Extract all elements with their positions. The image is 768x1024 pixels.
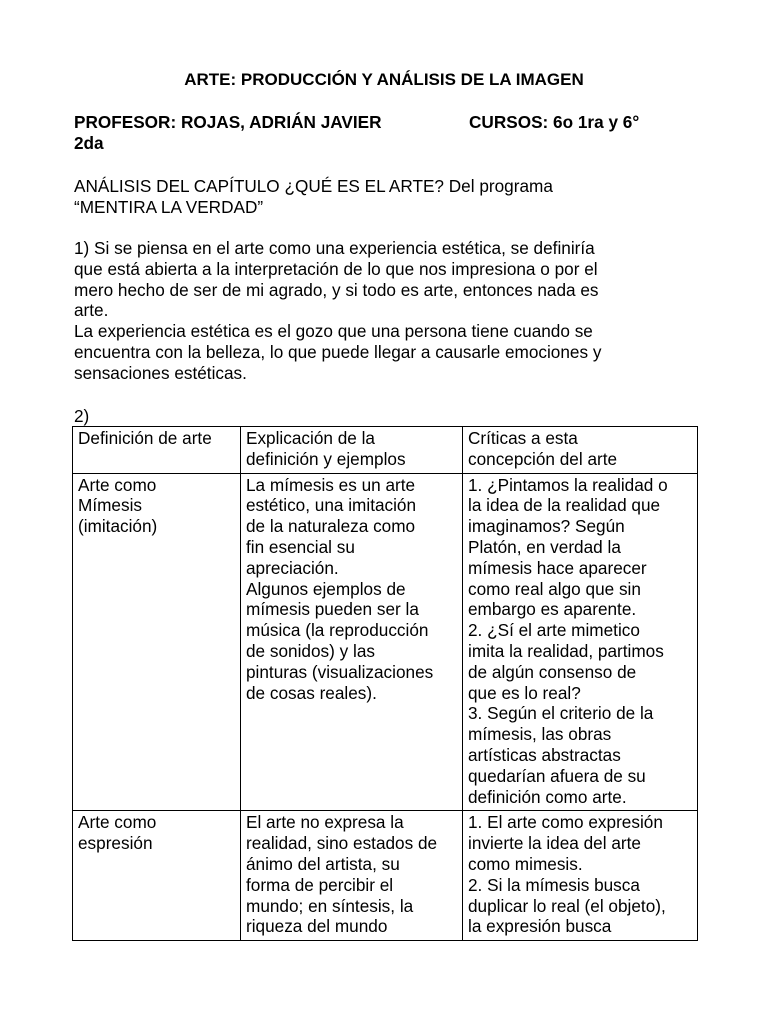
analysis-heading-line2: “MENTIRA LA VERDAD”	[74, 196, 264, 217]
table-row	[73, 473, 698, 811]
professor-name: PROFESOR: ROJAS, ADRIÁN JAVIER	[74, 112, 382, 132]
table-row	[73, 811, 698, 941]
cell-definition: Arte como espresión	[73, 811, 241, 941]
cell-critiques: 1. El arte como expresión invierte la idea del arte como mimesis. 2. Si la mímesis busca duplicar lo real (el objeto), la expresión busca	[463, 811, 698, 941]
cell-explanation: La mímesis es un arte estético, una imitación de la naturaleza como fin esencial su apreciación. Algunos ejemplos de mímesis pueden ser la música (la reproducción de sonidos) y las pinturas (visualizaciones de cosas reales).	[241, 473, 463, 811]
section-2-label: 2)	[74, 406, 90, 426]
table-header-row	[73, 427, 698, 474]
art-definitions-table	[72, 426, 698, 941]
cell-critiques: 1. ¿Pintamos la realidad o la idea de la realidad que imaginamos? Según Platón, en verdad la mímesis hace aparecer como real algo que sin embargo es aparente. 2. ¿Sí el arte mimetico imita la realidad, partimos de algún consenso de que es lo real? 3. Según el criterio de la mímesis, las obras artísticas abstractas quedarían afuera de su definición como arte.	[463, 473, 698, 811]
cell-definition: Arte como Mímesis (imitación)	[73, 473, 241, 811]
header-cell-critiques: Críticas a esta concepción del arte	[463, 427, 698, 474]
header-cell-definition: Definición de arte	[73, 427, 241, 474]
cell-explanation: El arte no expresa la realidad, sino estados de ánimo del artista, su forma de percibir el mundo; en síntesis, la riqueza del mundo	[241, 811, 463, 941]
document-title: ARTE: PRODUCCIÓN Y ANÁLISIS DE LA IMAGEN	[184, 70, 584, 89]
paragraph-1: 1) Si se piensa en el arte como una experiencia estética, se definiría que está abierta a la interpretación de lo que nos impresiona o por el mero hecho de ser de mi agrado, y si todo es arte, entonces nada es arte.	[74, 238, 599, 321]
analysis-heading	[74, 176, 674, 218]
professor-line	[74, 112, 674, 153]
analysis-heading-line1: ANÁLISIS DEL CAPÍTULO ¿QUÉ ES EL ARTE? Del programa	[74, 176, 553, 196]
paragraph-2: La experiencia estética es el gozo que una persona tiene cuando se encuentra con la belleza, lo que puede llegar a causarle emociones y sensaciones estéticas.	[74, 321, 602, 383]
header-cell-explanation: Explicación de la definición y ejemplos	[241, 427, 463, 474]
courses-label: CURSOS: 6o 1ra y 6°	[469, 112, 640, 132]
courses-continuation: 2da	[74, 133, 104, 153]
